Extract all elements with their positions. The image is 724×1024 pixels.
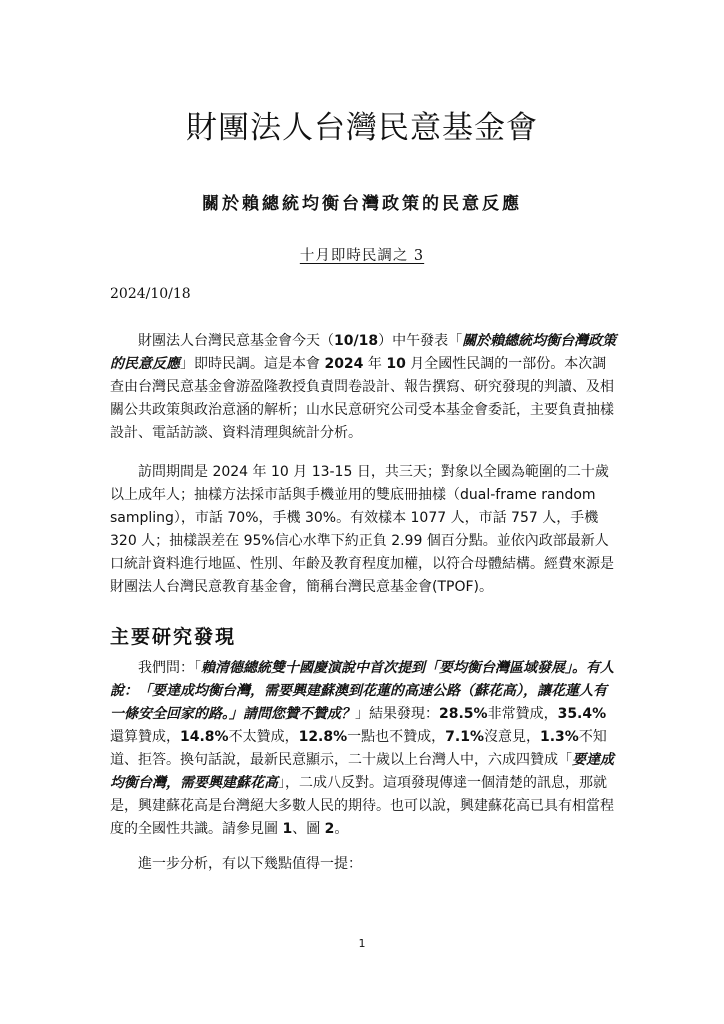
label-strongly-disagree: 一點也不贊成， [347, 729, 446, 745]
intro-paragraph [110, 330, 620, 445]
intro-date: 10/18 [334, 333, 379, 349]
label-dont-know: 不知道、拒答。換句話說，最新民意顯示，二十歲以上台灣人中，六成四贊成「 [110, 729, 607, 768]
label-somewhat-agree: 還算贊成， [110, 729, 180, 745]
survey-question: 賴清德總統雙十國慶演說中首次提到「要均衡台灣區域發展」。有人說：「要達成均衡台灣，需要興建蘇澳到花蓮的高速公路（蘇花高），讓花蓮人有一條安全回家的路。」請問您贊不贊成？ [110, 660, 614, 722]
value-somewhat-disagree: 14.8% [180, 729, 229, 745]
intro-month: 10 [386, 356, 406, 372]
further-text: 進一步分析，有以下幾點值得一提： [138, 856, 362, 872]
value-somewhat-agree: 35.4% [557, 706, 607, 722]
intro-report-title: 關於賴總統均衡台灣政策的民意反應 [110, 333, 617, 372]
value-no-opinion: 7.1% [445, 729, 484, 745]
further-analysis-paragraph [110, 853, 620, 876]
value-strongly-disagree: 12.8% [298, 729, 348, 745]
figure-ref-2: 2 [324, 821, 335, 837]
intro-post3: 月全國性民調的一部份。本次調查由台灣民意基金會游盈隆教授負責問卷設計、報告撰寫、研究發現的判讀、及相關公共政策與政治意涵的解析；山水民意研究公司受本基金會委託，主要負責抽樣設計、電話訪談、資料清理與統計分析。 [110, 356, 614, 441]
label-no-opinion: 沒意見， [483, 729, 540, 745]
poll-series-text: 十月即時民調之 3 [299, 248, 425, 264]
findings-paragraph [110, 657, 620, 841]
label-strongly-agree: 非常贊成， [487, 706, 558, 722]
methods-text: 訪問期間是 2024 年 10 月 13-15 日，共三天；對象以全國為範圍的二十歲以上成年人；抽樣方法採市話與手機並用的雙底冊抽樣（dual-frame random sampling），市話 70%，手機 30%。有效樣本 1077 人，市話 757 人，手機 320 人；抽樣誤差在 95%信心水準下約正負 2.99 個百分點。並依內政部最新人口統計資料進行地區、性別、年齡及教育程度加權，以符合母體結構。經費來源是財團法人台灣民意教育基金會，簡稱台灣民意基金會(TPOF)。 [110, 464, 614, 595]
intro-pre: 財團法人台灣民意基金會今天（ [138, 333, 334, 349]
intro-mid: ）中午發表「 [378, 333, 463, 349]
findings-quote: 要達成均衡台灣，需要興建蘇花高 [110, 752, 614, 791]
findings-heading: 主要研究發現 [110, 626, 237, 648]
poll-series-label [0, 244, 724, 265]
intro-year: 2024 [324, 356, 364, 372]
intro-post2: 年 [363, 356, 387, 372]
label-somewhat-disagree: 不太贊成， [228, 729, 299, 745]
findings-t9: 。 [334, 821, 349, 837]
findings-post: 」結果發現： [355, 706, 439, 722]
intro-post: 」即時民調。這是本會 [180, 356, 325, 372]
findings-t7: 」，二成八反對。這項發現傳達一個清楚的訊息，那就是，興建蘇花高是台灣絕大多數人民的期待。也可以說，興建蘇花高已具有相當程度的全國性共識。請參見圖 [110, 775, 614, 837]
figure-ref-1: 1 [282, 821, 293, 837]
value-strongly-agree: 28.5% [439, 706, 488, 722]
page-number: 1 [358, 937, 366, 950]
release-date: 2024/10/18 [110, 286, 191, 302]
findings-t8: 、圖 [292, 821, 325, 837]
document-title: 財團法人台灣民意基金會 [186, 110, 538, 146]
findings-pre: 我們問：「 [138, 660, 201, 676]
value-dont-know: 1.3% [539, 729, 579, 745]
methods-paragraph [110, 461, 620, 599]
document-subtitle: 關於賴總統均衡台灣政策的民意反應 [202, 194, 522, 214]
